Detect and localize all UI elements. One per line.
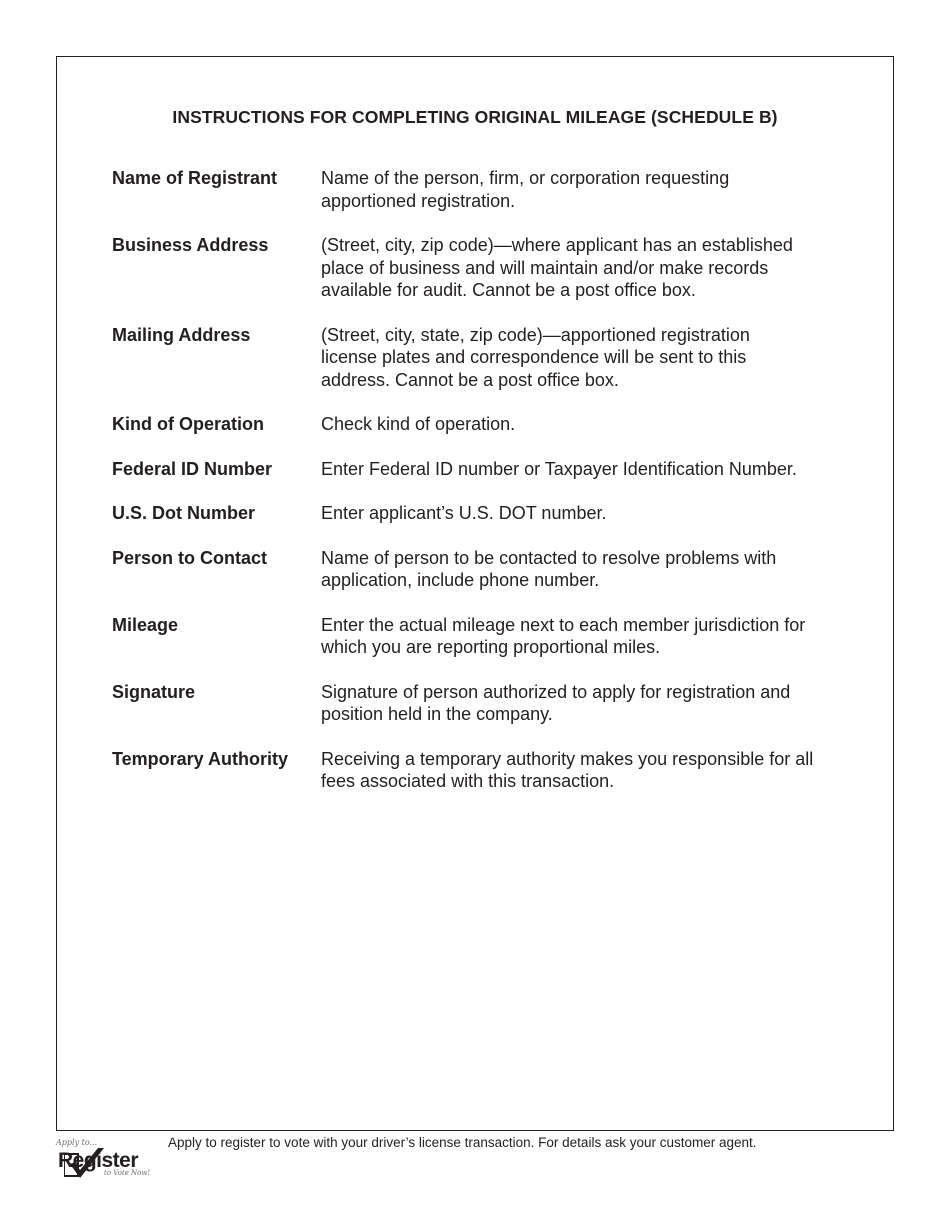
term-description: Signature of person authorized to apply for registration and position held in the company. [321, 681, 791, 724]
term-label: Federal ID Number [112, 458, 273, 479]
register-to-vote-logo [56, 1136, 160, 1184]
term-label: Person to Contact [112, 547, 268, 568]
logo-wordmark: Register [58, 1149, 139, 1172]
term-description: Name of the person, firm, or corporation requesting apportioned registration. [321, 168, 730, 211]
instruction-row-signature [112, 681, 852, 726]
term-description: Enter Federal ID number or Taxpayer Identification Number. [321, 458, 797, 479]
term-label: U.S. Dot Number [112, 503, 256, 523]
term-description: Enter applicant’s U.S. DOT number. [321, 503, 607, 523]
instruction-row-us-dot-number [112, 502, 852, 525]
instructions-list [112, 167, 852, 793]
term-description: Receiving a temporary authority makes you responsible for all fees associated with this transaction. [321, 748, 814, 791]
instruction-row-name-of-registrant [112, 167, 852, 212]
logo-tagline-top: Apply to... [56, 1138, 98, 1147]
instruction-row-person-to-contact [112, 547, 852, 592]
term-description: Check kind of operation. [321, 414, 516, 434]
term-description: Enter the actual mileage next to each member jurisdiction for which you are reporting proportional miles. [321, 614, 806, 657]
page-title: INSTRUCTIONS FOR COMPLETING ORIGINAL MILEAGE (SCHEDULE B) [172, 107, 778, 127]
instruction-row-temporary-authority [112, 748, 852, 793]
term-label: Name of Registrant [112, 168, 278, 188]
term-description: (Street, city, state, zip code)—apportioned registration license plates and correspondence will be sent to this address. Cannot be a post office box. [321, 324, 750, 390]
term-description: (Street, city, zip code)—where applicant has an established place of business and will maintain and/or make records available for audit. Cannot be a post office box. [321, 235, 793, 300]
footer-note: Apply to register to vote with your driver’s license transaction. For details ask your customer agent. [168, 1135, 757, 1150]
instruction-row-kind-of-operation [112, 413, 852, 436]
instruction-row-business-address [112, 234, 852, 302]
instruction-row-mailing-address [112, 324, 852, 392]
logo-tagline-bottom: to Vote Now! [104, 1169, 151, 1177]
term-label: Signature [112, 681, 196, 702]
page-footer [56, 1136, 894, 1196]
term-label: Business Address [112, 235, 269, 255]
term-label: Mileage [112, 614, 179, 635]
term-label: Kind of Operation [112, 414, 264, 434]
instruction-row-mileage [112, 614, 852, 659]
term-label: Temporary Authority [112, 748, 289, 769]
term-description: Name of person to be contacted to resolve problems with application, include phone number. [321, 547, 777, 590]
instruction-row-federal-id-number [112, 458, 852, 481]
term-label: Mailing Address [112, 324, 251, 345]
